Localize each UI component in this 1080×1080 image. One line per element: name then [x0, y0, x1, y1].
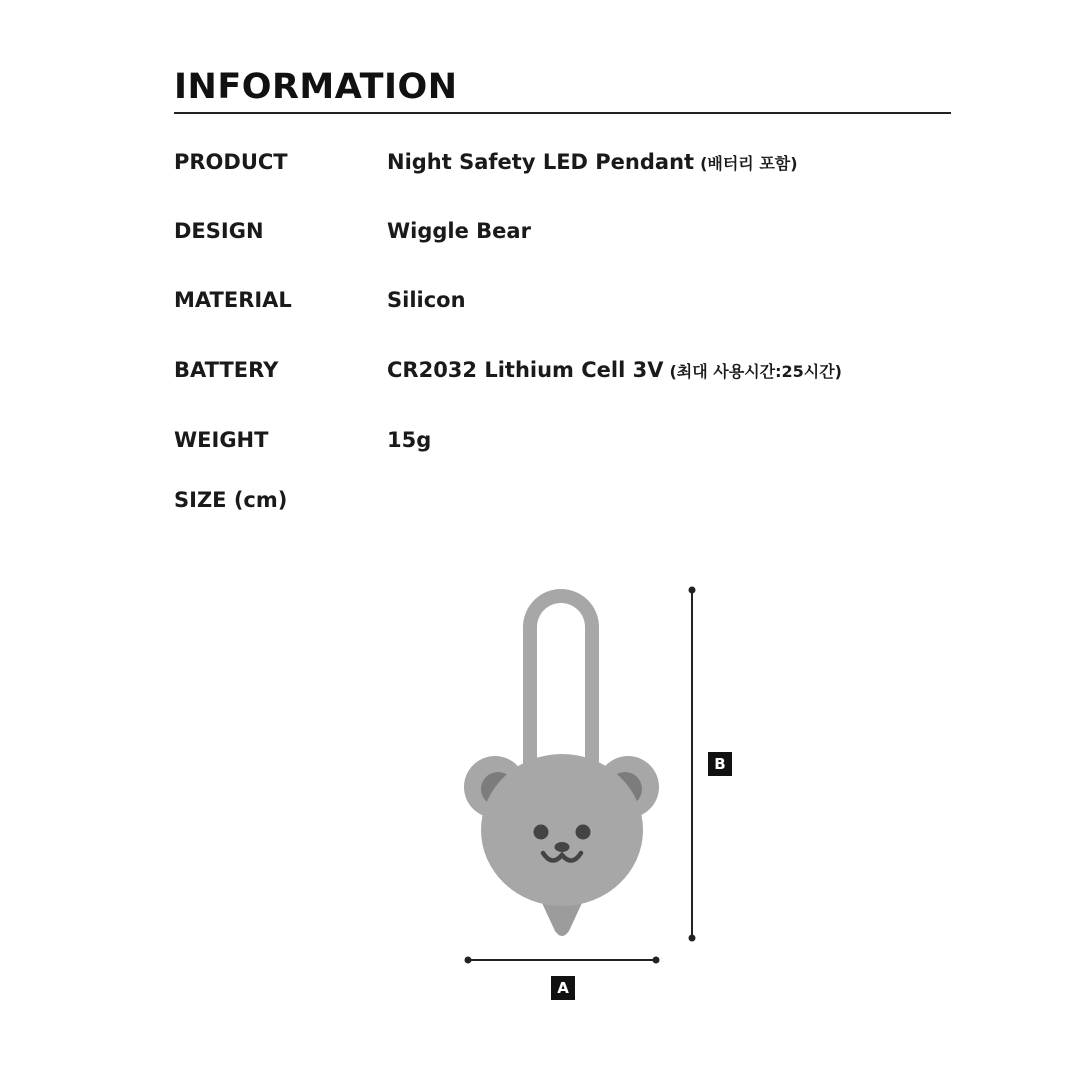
size-diagram: [440, 575, 760, 1015]
product-note: (배터리 포함): [700, 154, 798, 173]
spec-value-battery: [387, 355, 842, 387]
spec-row-material: [174, 285, 954, 315]
spec-label-battery: BATTERY: [174, 358, 279, 382]
width-dimension-left-dot: [465, 957, 472, 964]
height-dimension-top-dot: [689, 587, 696, 594]
pendant-loop-strap: [523, 589, 599, 780]
spec-label-material: MATERIAL: [174, 288, 292, 312]
bear-nose: [555, 842, 570, 852]
width-dimension-badge: A: [551, 976, 575, 1000]
spec-row-weight: [174, 425, 954, 455]
spec-row-size: [174, 485, 954, 515]
spec-label-design: DESIGN: [174, 219, 264, 243]
spec-value-weight: 15g: [387, 428, 432, 452]
bear-left-eye: [534, 825, 549, 840]
bear-right-eye: [576, 825, 591, 840]
battery-note: (최대 사용시간:25시간): [669, 362, 842, 381]
spec-row-product: [174, 147, 954, 177]
spec-label-product: PRODUCT: [174, 150, 288, 174]
spec-value-product: [387, 147, 798, 179]
bear-pendant-illustration: [440, 575, 760, 1015]
title-divider: [174, 112, 951, 114]
page-title: INFORMATION: [174, 67, 458, 107]
spec-label-size: SIZE (cm): [174, 488, 288, 512]
spec-value-material: Silicon: [387, 288, 466, 312]
spec-label-weight: WEIGHT: [174, 428, 269, 452]
spec-row-design: [174, 216, 954, 246]
height-dimension-bottom-dot: [689, 935, 696, 942]
bear-head: [481, 754, 643, 906]
battery-type: CR2032 Lithium Cell 3V: [387, 358, 664, 382]
spec-value-design: Wiggle Bear: [387, 219, 531, 243]
spec-row-battery: [174, 355, 954, 385]
product-name: Night Safety LED Pendant: [387, 150, 695, 174]
height-dimension-badge: B: [708, 752, 732, 776]
width-dimension-right-dot: [653, 957, 660, 964]
